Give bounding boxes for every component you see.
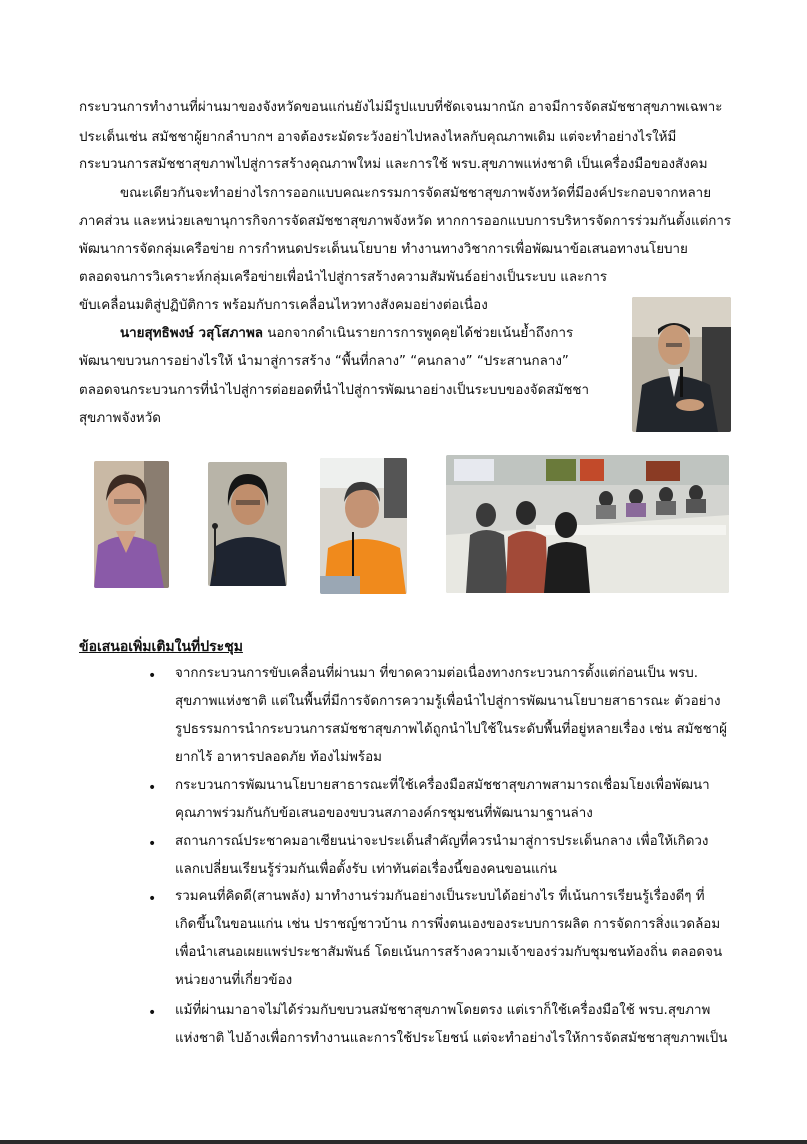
paragraph-3-first-line [120, 324, 573, 344]
bullet-3-line: แลกเปลี่ยนเรียนรู้ร่วมกันเพื่อตั้งรับ เท่าทันต่อเรื่องนี้ของคนขอนแก่น [175, 862, 557, 877]
paragraph-3-text: นอกจากดำเนินรายการการพูดคุยได้ช่วยเน้นย้ำถึงการ [262, 326, 574, 341]
bullet-4-line: หน่วยงานที่เกี่ยวข้อง [175, 973, 293, 988]
woman-glasses-photo [94, 461, 169, 588]
woman-microphone-photo [208, 462, 287, 586]
paragraph-2-line: ขับเคลื่อนมติสู่ปฏิบัติการ พร้อมกับการเคลื่อนไหวทางสังคมอย่างต่อเนื่อง [79, 298, 488, 313]
man-orange-shirt-photo [320, 458, 407, 594]
bullet-1-line: ยากไร้ อาหารปลอดภัย ท้องไม่พร้อม [175, 750, 382, 765]
bullet-1-line: รูปธรรมการนำกระบวนการสมัชชาสุขภาพได้ถูกนำไปใช้ในระดับพื้นที่อยู่หลายเรื่อง เช่น สมัชชาผู้ [175, 722, 728, 737]
speaker-name: นายสุทธิพงษ์ วสุโสภาพล [120, 326, 263, 341]
paragraph-3-line: ตลอดจนกระบวนการที่นำไปสู่การต่อยอดที่นำไปสู่การพัฒนาอย่างเป็นระบบของจัดสมัชชา [79, 383, 590, 398]
bullet-4-line: เกิดขึ้นในขอนแก่น เช่น ปราชญ์ชาวบ้าน การพึ่งตนเองของระบบการผลิต การจัดการสิ่งแวดล้อม [175, 917, 721, 932]
bullet-4-line: รวมคนที่คิดดี(สานพลัง) มาทำงานร่วมกันอย่างเป็นระบบได้อย่างไร ที่เน้นการเรียนรู้เรื่องดีๆ ที่ [175, 889, 705, 904]
paragraph-1-line: กระบวนการสมัชชาสุขภาพไปสู่การสร้างคุณภาพใหม่ และการใช้ พรบ.สุขภาพแห่งชาติ เป็นเครื่องมือของสังคม [79, 157, 708, 172]
bullet-2-line: คุณภาพร่วมกันกับข้อเสนอของขบวนสภาองค์กรชุมชนที่พัฒนามาฐานล่าง [175, 806, 593, 821]
bullet-5-line: แห่งชาติ ไปอ้างเพื่อการทำงานและการใช้ประโยชน์ แต่จะทำอย่างไรให้การจัดสมัชชาสุขภาพเป็น [175, 1031, 728, 1046]
speaker-photo [632, 297, 731, 432]
meeting-room-photo [446, 455, 729, 593]
bullet-1-line: จากกระบวนการขับเคลื่อนที่ผ่านมา ที่ขาดความต่อเนื่องทางกระบวนการตั้งแต่ก่อนเป็น พรบ. [175, 666, 699, 681]
bullet-1-line: สุขภาพแห่งชาติ แต่ในพื้นที่มีการจัดการความรู้เพื่อนำไปสู่การพัฒนานโยบายสาธารณะ ตัวอย่าง [175, 694, 721, 709]
bullet-2-line: กระบวนการพัฒนานโยบายสาธารณะที่ใช้เครื่องมือสมัชชาสุขภาพสามารถเชื่อมโยงเพื่อพัฒนา [175, 778, 710, 793]
section-heading: ข้อเสนอเพิ่มเติมในที่ประชุม [79, 639, 243, 655]
bullet-5-line: แม้ที่ผ่านมาอาจไม่ได้ร่วมกับขบวนสมัชชาสุขภาพโดยตรง แต่เราก็ใช้เครื่องมือใช้ พรบ.สุขภาพ [175, 1003, 711, 1018]
bullet-point: • [148, 836, 157, 852]
paragraph-1-line: กระบวนการทำงานที่ผ่านมาของจังหวัดขอนแก่นยังไม่มีรูปแบบที่ชัดเจนมากนัก อาจมีการจัดสมัชชาสุขภาพเฉพาะ [79, 100, 723, 115]
page-bottom-rule [0, 1140, 807, 1144]
paragraph-1-line: ประเด็นเช่น สมัชชาผู้ยากลำบากฯ อาจต้องระมัดระวังอย่าไปหลงไหลกับคุณภาพเดิม แต่จะทำอย่างไรให้มี [79, 130, 677, 145]
paragraph-2-line: ขณะเดียวกันจะทำอย่างไรการออกแบบคณะกรรมการจัดสมัชชาสุขภาพจังหวัดที่มีองค์ประกอบจากหลาย [120, 186, 712, 201]
paragraph-3-line: พัฒนาขบวนการอย่างไรให้ นำมาสู่การสร้าง “พื้นที่กลาง” “คนกลาง” “ประสานกลาง” [79, 354, 569, 369]
bullet-point: • [148, 668, 157, 684]
bullet-4-line: เพื่อนำเสนอเผยแพร่ประชาสัมพันธ์ โดยเน้นการสร้างความเจ้าของร่วมกับชุมชนท้องถิ่น ตลอดจน [175, 945, 723, 960]
paragraph-3-line: สุขภาพจังหวัด [79, 411, 161, 426]
bullet-point: • [148, 780, 157, 796]
bullet-3-line: สถานการณ์ประชาคมอาเซียนน่าจะประเด็นสำคัญที่ควรนำมาสู่การประเด็นกลาง เพื่อให้เกิดวง [175, 834, 709, 849]
bullet-point: • [148, 1005, 157, 1021]
paragraph-2-line: พัฒนาการจัดกลุ่มเครือข่าย การกำหนดประเด็นนโยบาย ทำงานทางวิชาการเพื่อพัฒนาข้อเสนอทางนโยบาย [79, 242, 688, 257]
paragraph-2-line: ตลอดจนการวิเคราะห์กลุ่มเครือข่ายเพื่อนำไปสู่การสร้างความสัมพันธ์อย่างเป็นระบบ และการ [79, 270, 608, 285]
paragraph-2-line: ภาคส่วน และหน่วยเลขานุการกิจการจัดสมัชชาสุขภาพจังหวัด หากการออกแบบการบริหารจัดการร่วมกันตั้งแต่การ [79, 214, 732, 229]
bullet-point: • [148, 891, 157, 907]
